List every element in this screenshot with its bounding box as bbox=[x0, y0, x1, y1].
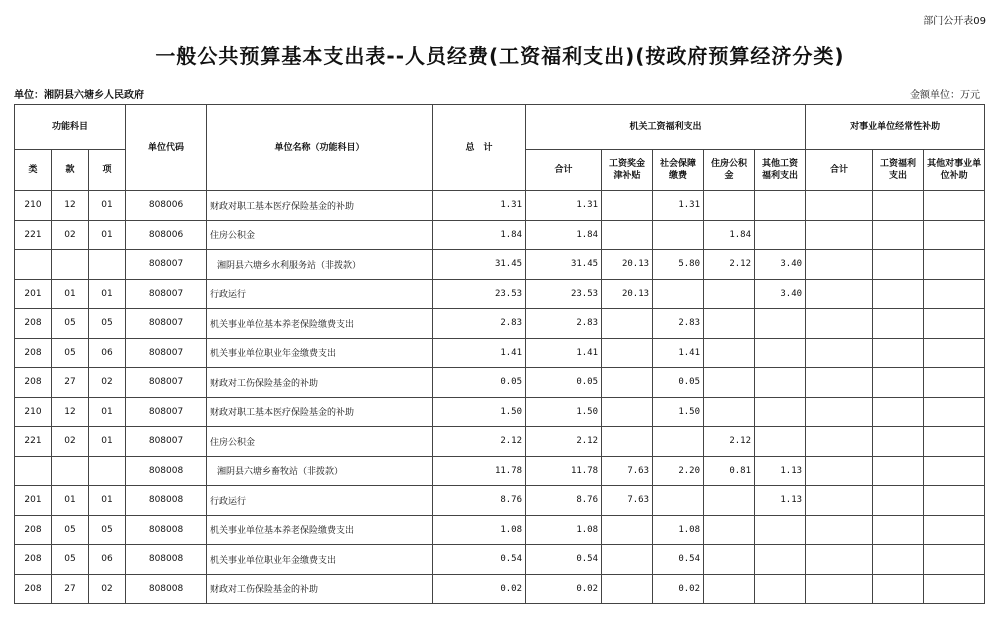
cell-org-bonus bbox=[602, 427, 653, 457]
cell-lei: 201 bbox=[15, 486, 52, 516]
cell-org-social bbox=[653, 220, 704, 250]
header-unit-name: 单位名称（功能科目） bbox=[207, 105, 433, 191]
cell-xiang: 06 bbox=[89, 338, 126, 368]
header-inst-subsidy-group: 对事业单位经常性补助 bbox=[806, 105, 985, 150]
cell-inst-welfare bbox=[873, 397, 924, 427]
header-inst-welfare: 工资福利支出 bbox=[873, 150, 924, 191]
cell-inst-subtotal bbox=[806, 515, 873, 545]
cell-inst-welfare bbox=[873, 338, 924, 368]
cell-org-housing bbox=[704, 515, 755, 545]
cell-org-subtotal: 1.08 bbox=[526, 515, 602, 545]
cell-inst-other bbox=[924, 368, 985, 398]
cell-org-other: 1.13 bbox=[755, 486, 806, 516]
cell-inst-other bbox=[924, 397, 985, 427]
cell-unit-name: 财政对工伤保险基金的补助 bbox=[207, 368, 433, 398]
table-row bbox=[15, 545, 985, 575]
cell-unit-code: 808007 bbox=[126, 250, 207, 280]
cell-unit-name: 湘阴县六塘乡水利服务站（非拨款） bbox=[207, 250, 433, 280]
cell-lei: 208 bbox=[15, 368, 52, 398]
cell-org-subtotal: 1.41 bbox=[526, 338, 602, 368]
cell-org-housing: 0.81 bbox=[704, 456, 755, 486]
header-org-housing: 住房公积金 bbox=[704, 150, 755, 191]
header-org-welfare-group: 机关工资福利支出 bbox=[526, 105, 806, 150]
table-body bbox=[15, 191, 985, 604]
cell-kuan: 01 bbox=[52, 486, 89, 516]
cell-xiang: 01 bbox=[89, 397, 126, 427]
cell-unit-name: 行政运行 bbox=[207, 486, 433, 516]
cell-unit-name: 机关事业单位基本养老保险缴费支出 bbox=[207, 515, 433, 545]
cell-inst-subtotal bbox=[806, 309, 873, 339]
cell-total: 1.84 bbox=[433, 220, 526, 250]
cell-lei bbox=[15, 456, 52, 486]
header-org-subtotal: 合计 bbox=[526, 150, 602, 191]
cell-org-bonus bbox=[602, 338, 653, 368]
cell-lei: 221 bbox=[15, 220, 52, 250]
cell-org-subtotal: 0.02 bbox=[526, 574, 602, 604]
cell-kuan: 05 bbox=[52, 515, 89, 545]
page-title: 一般公共预算基本支出表--人员经费(工资福利支出)(按政府预算经济分类) bbox=[155, 44, 845, 68]
cell-org-bonus bbox=[602, 545, 653, 575]
cell-org-subtotal: 8.76 bbox=[526, 486, 602, 516]
cell-kuan: 05 bbox=[52, 338, 89, 368]
cell-unit-name: 湘阴县六塘乡畜牧站（非拨款） bbox=[207, 456, 433, 486]
cell-unit-code: 808008 bbox=[126, 515, 207, 545]
cell-unit-name: 住房公积金 bbox=[207, 427, 433, 457]
cell-org-social: 2.83 bbox=[653, 309, 704, 339]
cell-unit-code: 808008 bbox=[126, 486, 207, 516]
header-org-social: 社会保障缴费 bbox=[653, 150, 704, 191]
cell-org-housing bbox=[704, 574, 755, 604]
cell-org-other: 1.13 bbox=[755, 456, 806, 486]
cell-total: 2.12 bbox=[433, 427, 526, 457]
cell-xiang: 01 bbox=[89, 191, 126, 221]
cell-org-social: 5.80 bbox=[653, 250, 704, 280]
cell-total: 2.83 bbox=[433, 309, 526, 339]
cell-kuan: 01 bbox=[52, 279, 89, 309]
cell-lei: 210 bbox=[15, 397, 52, 427]
cell-inst-subtotal bbox=[806, 486, 873, 516]
cell-org-housing: 1.84 bbox=[704, 220, 755, 250]
cell-xiang: 01 bbox=[89, 279, 126, 309]
cell-org-subtotal: 23.53 bbox=[526, 279, 602, 309]
cell-inst-subtotal bbox=[806, 338, 873, 368]
cell-org-social: 1.41 bbox=[653, 338, 704, 368]
cell-xiang: 02 bbox=[89, 368, 126, 398]
cell-lei: 208 bbox=[15, 338, 52, 368]
cell-xiang: 06 bbox=[89, 545, 126, 575]
cell-unit-name: 财政对职工基本医疗保险基金的补助 bbox=[207, 191, 433, 221]
cell-inst-welfare bbox=[873, 545, 924, 575]
cell-org-subtotal: 0.05 bbox=[526, 368, 602, 398]
table-row bbox=[15, 397, 985, 427]
cell-org-bonus bbox=[602, 220, 653, 250]
header-lei: 类 bbox=[15, 150, 52, 191]
cell-unit-name: 住房公积金 bbox=[207, 220, 433, 250]
cell-org-other: 3.40 bbox=[755, 250, 806, 280]
cell-kuan bbox=[52, 250, 89, 280]
cell-unit-name: 财政对职工基本医疗保险基金的补助 bbox=[207, 397, 433, 427]
cell-org-bonus bbox=[602, 397, 653, 427]
cell-unit-code: 808006 bbox=[126, 191, 207, 221]
cell-org-subtotal: 0.54 bbox=[526, 545, 602, 575]
cell-org-other bbox=[755, 191, 806, 221]
table-row bbox=[15, 486, 985, 516]
cell-org-other bbox=[755, 338, 806, 368]
header-xiang: 项 bbox=[89, 150, 126, 191]
cell-kuan: 27 bbox=[52, 368, 89, 398]
table-row bbox=[15, 427, 985, 457]
cell-inst-other bbox=[924, 427, 985, 457]
cell-lei bbox=[15, 250, 52, 280]
cell-org-other bbox=[755, 545, 806, 575]
cell-total: 0.02 bbox=[433, 574, 526, 604]
cell-xiang: 05 bbox=[89, 309, 126, 339]
cell-org-social: 2.20 bbox=[653, 456, 704, 486]
cell-lei: 208 bbox=[15, 545, 52, 575]
cell-inst-other bbox=[924, 574, 985, 604]
cell-unit-name: 机关事业单位职业年金缴费支出 bbox=[207, 545, 433, 575]
cell-inst-other bbox=[924, 279, 985, 309]
cell-org-housing bbox=[704, 191, 755, 221]
form-number: 部门公开表09 bbox=[923, 16, 986, 27]
cell-inst-welfare bbox=[873, 368, 924, 398]
cell-inst-subtotal bbox=[806, 279, 873, 309]
cell-total: 1.31 bbox=[433, 191, 526, 221]
cell-org-housing bbox=[704, 338, 755, 368]
cell-xiang: 01 bbox=[89, 220, 126, 250]
cell-org-other: 3.40 bbox=[755, 279, 806, 309]
cell-org-other bbox=[755, 368, 806, 398]
table-row bbox=[15, 574, 985, 604]
cell-lei: 208 bbox=[15, 515, 52, 545]
cell-lei: 201 bbox=[15, 279, 52, 309]
cell-inst-welfare bbox=[873, 456, 924, 486]
cell-inst-welfare bbox=[873, 427, 924, 457]
cell-lei: 221 bbox=[15, 427, 52, 457]
cell-org-housing bbox=[704, 486, 755, 516]
cell-total: 0.54 bbox=[433, 545, 526, 575]
cell-total: 11.78 bbox=[433, 456, 526, 486]
cell-kuan: 05 bbox=[52, 545, 89, 575]
cell-org-subtotal: 1.31 bbox=[526, 191, 602, 221]
cell-org-housing bbox=[704, 545, 755, 575]
cell-org-social: 1.50 bbox=[653, 397, 704, 427]
cell-org-social bbox=[653, 427, 704, 457]
cell-total: 1.50 bbox=[433, 397, 526, 427]
cell-inst-other bbox=[924, 486, 985, 516]
cell-org-other bbox=[755, 515, 806, 545]
cell-total: 23.53 bbox=[433, 279, 526, 309]
cell-inst-welfare bbox=[873, 250, 924, 280]
cell-org-bonus bbox=[602, 309, 653, 339]
cell-unit-code: 808008 bbox=[126, 456, 207, 486]
unit-label: 单位：湘阴县六塘乡人民政府 bbox=[14, 90, 144, 101]
cell-xiang: 02 bbox=[89, 574, 126, 604]
cell-inst-subtotal bbox=[806, 368, 873, 398]
table-row bbox=[15, 309, 985, 339]
header-total: 总 计 bbox=[433, 105, 526, 191]
cell-org-subtotal: 2.83 bbox=[526, 309, 602, 339]
cell-org-housing: 2.12 bbox=[704, 250, 755, 280]
cell-kuan: 02 bbox=[52, 427, 89, 457]
cell-inst-subtotal bbox=[806, 397, 873, 427]
cell-org-social: 0.02 bbox=[653, 574, 704, 604]
header-unit-code: 单位代码 bbox=[126, 105, 207, 191]
cell-unit-name: 行政运行 bbox=[207, 279, 433, 309]
cell-unit-name: 机关事业单位职业年金缴费支出 bbox=[207, 338, 433, 368]
cell-total: 8.76 bbox=[433, 486, 526, 516]
cell-xiang: 05 bbox=[89, 515, 126, 545]
table-row bbox=[15, 456, 985, 486]
cell-total: 1.08 bbox=[433, 515, 526, 545]
cell-inst-subtotal bbox=[806, 545, 873, 575]
cell-org-other bbox=[755, 220, 806, 250]
header-func-subject: 功能科目 bbox=[15, 105, 126, 150]
cell-inst-welfare bbox=[873, 279, 924, 309]
cell-org-housing: 2.12 bbox=[704, 427, 755, 457]
cell-inst-welfare bbox=[873, 574, 924, 604]
cell-inst-welfare bbox=[873, 191, 924, 221]
cell-inst-other bbox=[924, 456, 985, 486]
cell-inst-subtotal bbox=[806, 191, 873, 221]
cell-unit-name: 机关事业单位基本养老保险缴费支出 bbox=[207, 309, 433, 339]
cell-org-bonus bbox=[602, 574, 653, 604]
cell-inst-subtotal bbox=[806, 220, 873, 250]
cell-org-subtotal: 31.45 bbox=[526, 250, 602, 280]
cell-org-other bbox=[755, 309, 806, 339]
cell-org-bonus bbox=[602, 191, 653, 221]
cell-inst-welfare bbox=[873, 220, 924, 250]
cell-unit-code: 808007 bbox=[126, 368, 207, 398]
cell-org-housing bbox=[704, 309, 755, 339]
cell-kuan bbox=[52, 456, 89, 486]
cell-xiang bbox=[89, 250, 126, 280]
cell-lei: 208 bbox=[15, 574, 52, 604]
cell-org-bonus bbox=[602, 368, 653, 398]
cell-org-bonus: 7.63 bbox=[602, 456, 653, 486]
header-org-bonus: 工资奖金津补贴 bbox=[602, 150, 653, 191]
cell-xiang: 01 bbox=[89, 427, 126, 457]
cell-org-subtotal: 1.84 bbox=[526, 220, 602, 250]
cell-total: 1.41 bbox=[433, 338, 526, 368]
cell-inst-other bbox=[924, 309, 985, 339]
cell-org-subtotal: 2.12 bbox=[526, 427, 602, 457]
cell-org-other bbox=[755, 574, 806, 604]
cell-org-social: 0.05 bbox=[653, 368, 704, 398]
table-row bbox=[15, 368, 985, 398]
cell-kuan: 12 bbox=[52, 191, 89, 221]
table-row bbox=[15, 338, 985, 368]
cell-inst-subtotal bbox=[806, 456, 873, 486]
cell-lei: 210 bbox=[15, 191, 52, 221]
cell-unit-code: 808007 bbox=[126, 279, 207, 309]
cell-total: 31.45 bbox=[433, 250, 526, 280]
cell-org-subtotal: 1.50 bbox=[526, 397, 602, 427]
cell-inst-subtotal bbox=[806, 427, 873, 457]
cell-org-bonus: 20.13 bbox=[602, 250, 653, 280]
cell-org-housing bbox=[704, 279, 755, 309]
cell-kuan: 27 bbox=[52, 574, 89, 604]
header-org-other: 其他工资福利支出 bbox=[755, 150, 806, 191]
table-header bbox=[15, 105, 985, 191]
cell-org-subtotal: 11.78 bbox=[526, 456, 602, 486]
cell-inst-other bbox=[924, 515, 985, 545]
cell-org-bonus bbox=[602, 515, 653, 545]
cell-inst-welfare bbox=[873, 309, 924, 339]
header-inst-subtotal: 合计 bbox=[806, 150, 873, 191]
cell-lei: 208 bbox=[15, 309, 52, 339]
cell-kuan: 05 bbox=[52, 309, 89, 339]
cell-org-other bbox=[755, 397, 806, 427]
cell-unit-code: 808007 bbox=[126, 427, 207, 457]
table-row bbox=[15, 279, 985, 309]
cell-org-housing bbox=[704, 368, 755, 398]
cell-total: 0.05 bbox=[433, 368, 526, 398]
cell-inst-subtotal bbox=[806, 574, 873, 604]
cell-inst-other bbox=[924, 338, 985, 368]
cell-org-social bbox=[653, 486, 704, 516]
cell-unit-code: 808008 bbox=[126, 574, 207, 604]
cell-org-bonus: 20.13 bbox=[602, 279, 653, 309]
budget-table bbox=[14, 104, 985, 604]
table-row bbox=[15, 250, 985, 280]
table-row bbox=[15, 220, 985, 250]
cell-kuan: 02 bbox=[52, 220, 89, 250]
cell-unit-code: 808006 bbox=[126, 220, 207, 250]
cell-org-social bbox=[653, 279, 704, 309]
cell-org-social: 0.54 bbox=[653, 545, 704, 575]
cell-inst-other bbox=[924, 191, 985, 221]
cell-unit-code: 808007 bbox=[126, 397, 207, 427]
cell-inst-other bbox=[924, 545, 985, 575]
cell-unit-name: 财政对工伤保险基金的补助 bbox=[207, 574, 433, 604]
cell-inst-other bbox=[924, 220, 985, 250]
cell-kuan: 12 bbox=[52, 397, 89, 427]
table-row bbox=[15, 515, 985, 545]
cell-xiang: 01 bbox=[89, 486, 126, 516]
cell-org-social: 1.31 bbox=[653, 191, 704, 221]
cell-inst-subtotal bbox=[806, 250, 873, 280]
cell-unit-code: 808008 bbox=[126, 545, 207, 575]
cell-org-social: 1.08 bbox=[653, 515, 704, 545]
cell-org-other bbox=[755, 427, 806, 457]
amount-unit-label: 金额单位：万元 bbox=[910, 90, 980, 101]
header-inst-other: 其他对事业单位补助 bbox=[924, 150, 985, 191]
cell-inst-other bbox=[924, 250, 985, 280]
cell-unit-code: 808007 bbox=[126, 338, 207, 368]
header-kuan: 款 bbox=[52, 150, 89, 191]
cell-xiang bbox=[89, 456, 126, 486]
cell-inst-welfare bbox=[873, 486, 924, 516]
table-row bbox=[15, 191, 985, 221]
cell-inst-welfare bbox=[873, 515, 924, 545]
cell-org-housing bbox=[704, 397, 755, 427]
cell-org-bonus: 7.63 bbox=[602, 486, 653, 516]
cell-unit-code: 808007 bbox=[126, 309, 207, 339]
